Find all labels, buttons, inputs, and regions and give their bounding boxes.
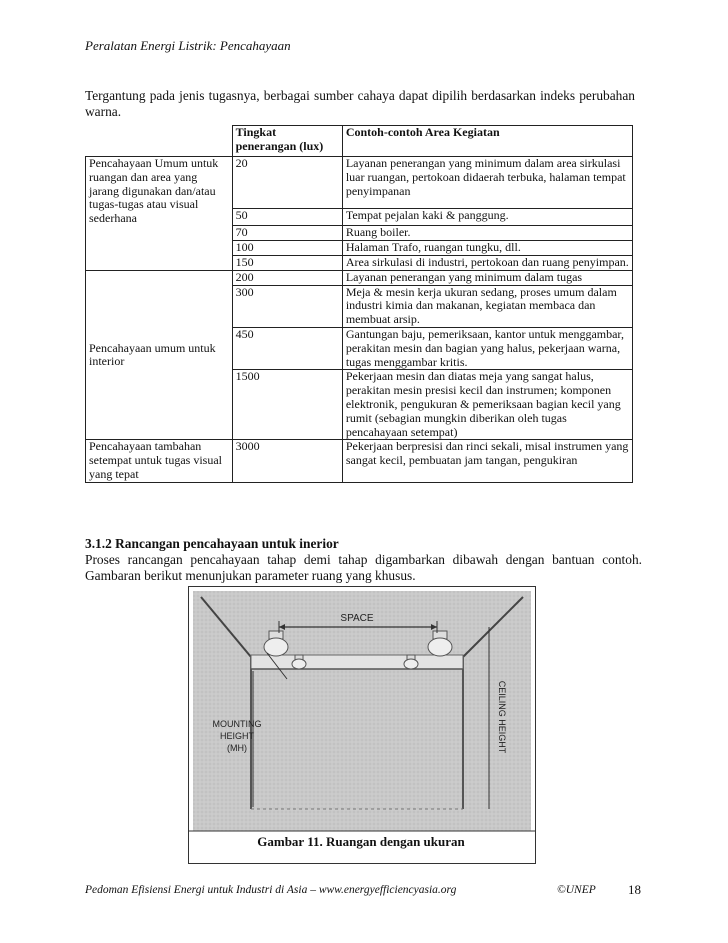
ceiling-height-label: CEILING HEIGHT — [497, 680, 507, 754]
lux-cell: 300 — [232, 285, 342, 327]
mounting-label-line2: HEIGHT — [219, 731, 255, 741]
lux-cell: 200 — [232, 270, 342, 285]
intro-paragraph: Tergantung pada jenis tugasnya, berbagai sumber cahaya dapat dipilih berdasarkan indeks perubahan warna. — [85, 88, 635, 119]
ceiling-beam — [251, 655, 463, 669]
footer-copyright: ©UNEP — [557, 884, 596, 896]
mounting-label-line1: MOUNTING — [212, 719, 262, 729]
illuminance-table — [85, 125, 633, 483]
area-cell: Gantungan baju, pemeriksaan, kantor untuk menggambar, perakitan mesin dan bagian yang halus, pekerjaan warna, tugas menggambar kritis. — [342, 328, 632, 370]
table-row — [86, 285, 633, 327]
footer-text: Pedoman Efisiensi Energi untuk Industri di Asia – www.energyefficiencyasia.org — [85, 884, 457, 896]
lux-cell: 150 — [232, 256, 342, 271]
category-cell-empty — [86, 370, 233, 440]
table-row — [86, 241, 633, 256]
table-row — [86, 328, 633, 370]
room-diagram — [189, 587, 535, 863]
area-cell: Layanan penerangan yang minimum dalam tugas — [342, 270, 632, 285]
lux-cell: 50 — [232, 208, 342, 226]
lux-cell: 100 — [232, 241, 342, 256]
table-header-area: Contoh-contoh Area Kegiatan — [342, 126, 632, 157]
area-cell: Pekerjaan berpresisi dan rinci sekali, misal instrumen yang sangat kecil, pembuatan jam tangan, pengukiran — [342, 440, 632, 482]
table-row — [86, 270, 633, 285]
table-row — [86, 256, 633, 271]
table-header-lux: Tingkat penerangan (lux) — [232, 126, 342, 157]
area-cell: Tempat pejalan kaki & panggung. — [342, 208, 632, 226]
category-cell-empty — [86, 256, 233, 271]
table-header-row — [86, 126, 633, 157]
area-cell: Area sirkulasi di industri, pertokoan dan ruang penyimpan. — [342, 256, 632, 271]
table-row — [86, 370, 633, 440]
space-label: SPACE — [340, 613, 374, 624]
table-row — [86, 157, 633, 209]
area-cell: Layanan penerangan yang minimum dalam area sirkulasi luar ruangan, pertokoan didaerah terbuka, halaman tempat penyimpanan — [342, 157, 632, 209]
page-number: 18 — [628, 882, 641, 897]
lux-cell: 3000 — [232, 440, 342, 482]
category-cell: Pencahayaan umum untuk interior — [86, 328, 233, 370]
category-cell-empty — [86, 270, 233, 285]
area-cell: Pekerjaan mesin dan diatas meja yang sangat halus, perakitan mesin presisi kecil dan instrumen; komponen elektronik, pengukuran & pemeriksaan bagian kecil yang rumit (sebagian mungkin diberikan oleh tugas pencahayaan setempat) — [342, 370, 632, 440]
figure-caption: Gambar 11. Ruangan dengan ukuran — [257, 834, 465, 849]
lux-cell: 20 — [232, 157, 342, 209]
table-header-category — [86, 126, 233, 157]
area-cell: Meja & mesin kerja ukuran sedang, proses umum dalam industri kimia dan makanan, kegiatan membaca dan membuat arsip. — [342, 285, 632, 327]
category-cell: Pencahayaan Umum untuk ruangan dan area yang jarang digunakan dan/atau tugas-tugas atau visual sederhana — [86, 157, 233, 226]
lux-cell: 1500 — [232, 370, 342, 440]
table-row — [86, 440, 633, 482]
category-cell-empty — [86, 226, 233, 241]
category-cell: Pencahayaan tambahan setempat untuk tugas visual yang tepat — [86, 440, 233, 482]
category-cell-empty — [86, 285, 233, 327]
category-cell-empty — [86, 241, 233, 256]
section-heading: 3.1.2 Rancangan pencahayaan untuk inerior — [85, 536, 339, 551]
area-cell: Ruang boiler. — [342, 226, 632, 241]
section-paragraph: Proses rancangan pencahayaan tahap demi tahap digambarkan dibawah dengan bantuan contoh. Gambaran berikut menunjukan parameter ruang yang khusus. — [85, 552, 642, 583]
area-cell: Halaman Trafo, ruangan tungku, dll. — [342, 241, 632, 256]
table-row — [86, 226, 633, 241]
mounting-label-line3: (MH) — [227, 743, 247, 753]
lux-cell: 450 — [232, 328, 342, 370]
running-header: Peralatan Energi Listrik: Pencahayaan — [85, 38, 291, 53]
lux-cell: 70 — [232, 226, 342, 241]
room-dimension-figure — [188, 586, 536, 864]
